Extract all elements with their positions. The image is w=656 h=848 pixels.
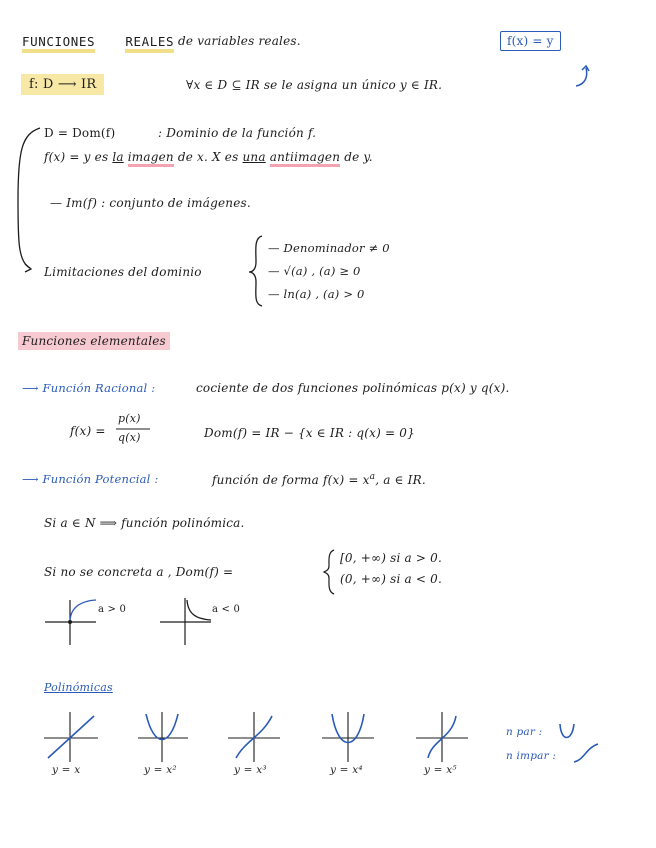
poly-graph-2 <box>138 712 188 762</box>
function-mapping: f: D ⟶ IR <box>21 74 104 95</box>
potencial-exponent: a <box>369 472 376 482</box>
dom-line-right: : Dominio de la función f. <box>158 126 317 140</box>
image-line-imagen: imagen <box>128 150 174 167</box>
title-rest: de variables reales. <box>178 34 301 48</box>
racional-domain: Dom(f) = IR − {x ∈ IR : q(x) = 0} <box>204 426 415 440</box>
racional-f-left: f(x) = <box>70 424 106 438</box>
racional-desc: cociente de dos funciones polinómicas p(x) y q(x). <box>196 381 510 395</box>
poly-graph-4 <box>322 712 374 762</box>
dom-line-left: D = Dom(f) <box>44 126 116 140</box>
poly-graph-5 <box>416 712 468 762</box>
image-line-una: una <box>242 150 266 164</box>
potencial-desc-end: , a ∈ IR. <box>375 473 426 487</box>
limits-label: Limitaciones del dominio <box>44 265 202 279</box>
graph-label-a-neg: a < 0 <box>212 604 241 615</box>
n-par-sketch <box>560 724 574 738</box>
n-par-label: n par : <box>506 726 543 738</box>
graph-root-positive <box>45 600 96 645</box>
limits-brace <box>249 236 262 306</box>
title-word-funciones: FUNCIONES <box>22 34 95 53</box>
graph-root-negative <box>160 598 211 645</box>
potencial-case-general: Si no se concreta a , Dom(f) = <box>44 565 234 579</box>
poly-label-2: y = x² <box>144 764 177 776</box>
n-impar-label: n impar : <box>506 750 557 762</box>
image-set-line: — Im(f) : conjunto de imágenes. <box>50 196 251 210</box>
poly-label-4: y = x⁴ <box>330 764 363 776</box>
potencial-label: ⟶ Función Potencial : <box>22 472 159 486</box>
limit-ln: — ln(a) , (a) > 0 <box>268 287 365 301</box>
potencial-desc-text: función de forma f(x) = x <box>212 473 370 487</box>
potencial-case-opt1: [0, +∞) si a > 0. <box>340 551 442 565</box>
cases-brace <box>324 550 334 594</box>
racional-label: ⟶ Función Racional : <box>22 381 156 395</box>
image-line-la: la <box>112 150 124 164</box>
poly-label-3: y = x³ <box>234 764 267 776</box>
image-line-a: f(x) = y es <box>44 150 109 164</box>
image-line-c: de y. <box>344 150 373 164</box>
poly-label-1: y = x <box>52 764 81 776</box>
section-title: Funciones elementales <box>18 332 170 350</box>
poly-graph-3 <box>228 712 280 762</box>
n-impar-sketch <box>574 744 598 762</box>
potencial-case-natural: Si a ∈ N ⟹ función polinómica. <box>44 516 245 530</box>
racional-denominator: q(x) <box>118 431 141 444</box>
formula-box: f(x) = y <box>500 31 561 51</box>
poly-label-5: y = x⁵ <box>424 764 457 776</box>
potencial-case-opt2: (0, +∞) si a < 0. <box>340 572 442 586</box>
polinomicas-title: Polinómicas <box>44 681 113 694</box>
racional-numerator: p(x) <box>118 412 141 425</box>
limit-sqrt: — √(a) , (a) ≥ 0 <box>268 264 361 278</box>
image-line-b: de x. X es <box>177 150 239 164</box>
image-line-antiimagen: antiimagen <box>270 150 340 167</box>
graph-label-a-pos: a > 0 <box>98 604 127 615</box>
title-word-reales: REALES <box>125 34 174 53</box>
poly-graph-1 <box>44 712 98 762</box>
definition-statement: ∀x ∈ D ⊆ IR se le asigna un único y ∈ IR. <box>186 78 443 92</box>
limit-denominator: — Denominador ≠ 0 <box>268 241 390 255</box>
formula-arrow <box>576 68 587 86</box>
left-bracket-arrow <box>18 128 40 268</box>
